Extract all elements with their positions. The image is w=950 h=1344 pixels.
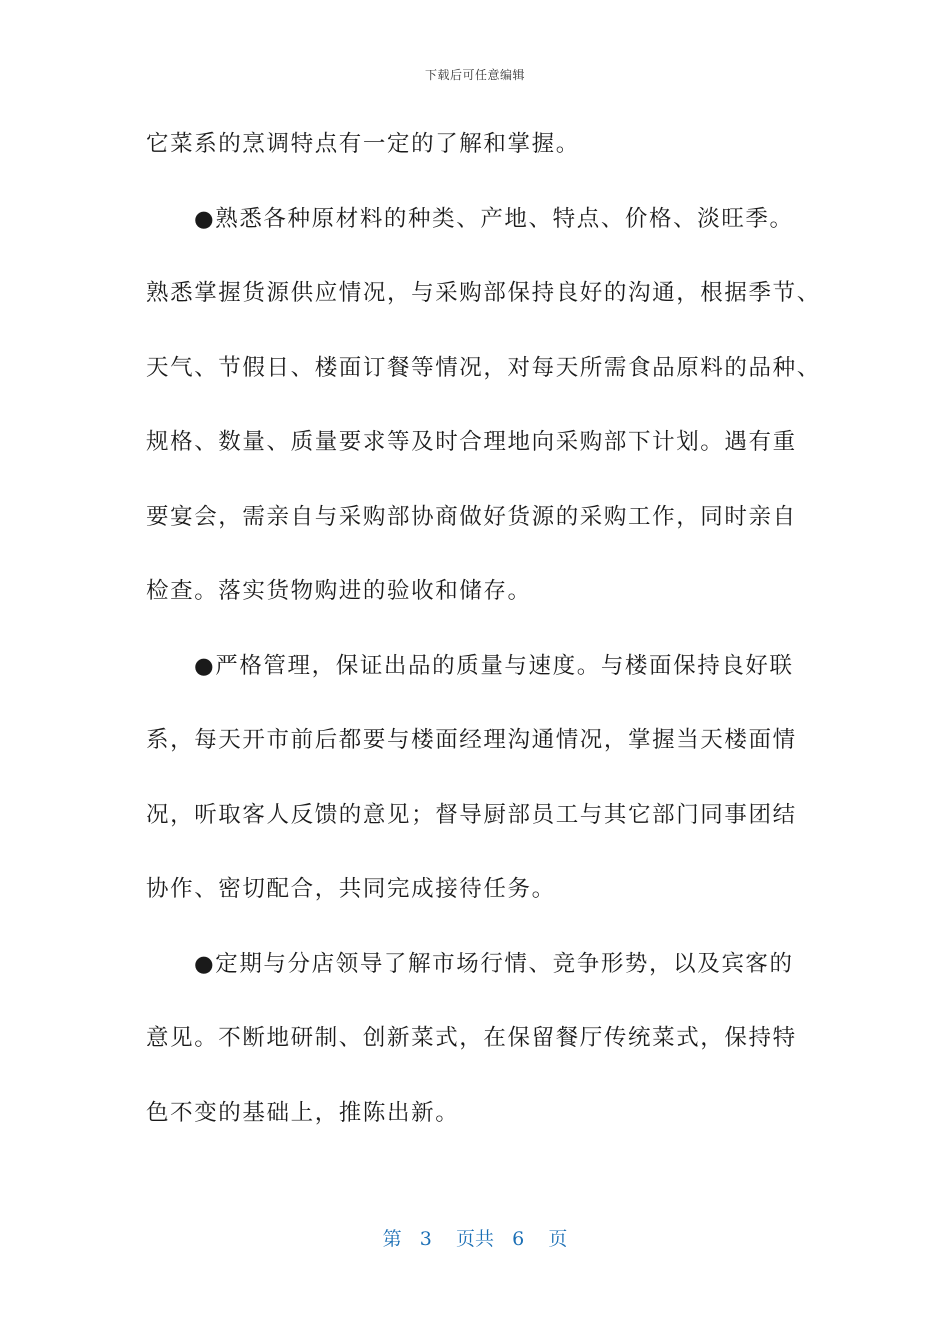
bullet-paragraph-2: ●严格管理，保证出品的质量与速度。与楼面保持良好联	[194, 652, 794, 679]
text-line-1: 它菜系的烹调特点有一定的了解和掌握。	[146, 131, 580, 157]
bullet-paragraph-1: ●熟悉各种原材料的种类、产地、特点、价格、淡旺季。	[194, 205, 794, 232]
footer-suffix: 页	[548, 1228, 568, 1250]
page-header: 下载后可任意编辑	[424, 68, 525, 82]
text-line-11: 协作、密切配合，共同完成接待任务。	[146, 876, 556, 902]
text-line-3: 熟悉掌握货源供应情况，与采购部保持良好的沟通，根据季节、	[146, 280, 821, 306]
bullet-paragraph-3: ●定期与分店领导了解市场行情、竞争形势，以及宾客的	[194, 950, 794, 977]
text-line-10: 况，听取客人反馈的意见；督导厨部员工与其它部门同事团结	[146, 801, 797, 828]
text-line-4: 天气、节假日、楼面订餐等情况，对每天所需食品原料的品种、	[146, 354, 821, 381]
total-pages-number: 6	[512, 1228, 525, 1250]
text-line-7: 检查。落实货物购进的验收和储存。	[146, 578, 532, 604]
text-line-9: 系，每天开市前后都要与楼面经理沟通情况，掌握当天楼面情	[146, 727, 797, 753]
footer-prefix: 第	[382, 1228, 402, 1250]
text-line-13: 意见。不断地研制、创新菜式，在保留餐厅传统菜式，保持特	[146, 1025, 797, 1051]
page-footer	[0, 1224, 950, 1251]
current-page-number: 3	[419, 1228, 432, 1250]
text-line-6: 要宴会，需亲自与采购部协商做好货源的采购工作，同时亲自	[146, 503, 797, 530]
footer-middle: 页共	[455, 1228, 494, 1250]
document-body	[146, 107, 821, 1150]
text-line-5: 规格、数量、质量要求等及时合理地向采购部下计划。遇有重	[146, 429, 797, 455]
text-line-14: 色不变的基础上，推陈出新。	[146, 1099, 460, 1126]
